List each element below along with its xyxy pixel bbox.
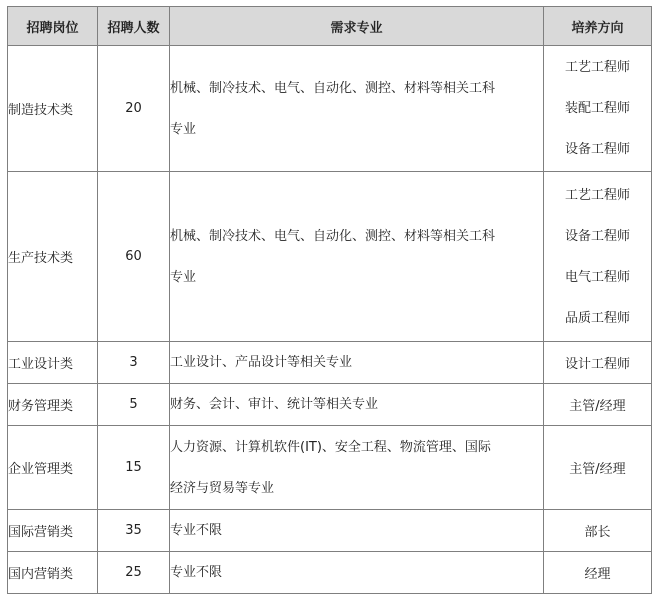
position-cell: 国内营销类 [8, 552, 98, 594]
direction-line: 工艺工程师 [564, 60, 630, 75]
recruitment-table [7, 6, 652, 594]
major-cell [170, 510, 544, 552]
major-line: 专业不限 [170, 565, 223, 580]
position-cell: 财务管理类 [8, 384, 98, 426]
count-cell: 5 [98, 384, 170, 426]
major-line: 专业不限 [170, 523, 223, 538]
major-cell [170, 342, 544, 384]
count-cell: 60 [98, 172, 170, 342]
table-row [8, 342, 652, 384]
table-row [8, 510, 652, 552]
direction-cell [544, 46, 652, 172]
count-cell: 25 [98, 552, 170, 594]
header-count: 招聘人数 [98, 7, 170, 46]
header-position: 招聘岗位 [8, 7, 98, 46]
position-cell: 工业设计类 [8, 342, 98, 384]
direction-cell [544, 426, 652, 510]
direction-line: 电气工程师 [564, 269, 630, 285]
table-row [8, 426, 652, 510]
major-line: 财务、会计、审计、统计等相关专业 [170, 397, 379, 412]
table-row [8, 46, 652, 172]
direction-line: 设计工程师 [564, 357, 630, 372]
direction-line: 主管/经理 [569, 462, 626, 477]
major-cell [170, 426, 544, 510]
header-row [8, 7, 652, 46]
direction-cell [544, 342, 652, 384]
direction-line: 设备工程师 [564, 228, 630, 244]
position-cell: 国际营销类 [8, 510, 98, 552]
direction-cell [544, 384, 652, 426]
count-cell: 3 [98, 342, 170, 384]
major-cell [170, 46, 544, 172]
direction-line: 设备工程师 [564, 142, 630, 157]
direction-line: 主管/经理 [569, 399, 626, 414]
count-cell: 15 [98, 426, 170, 510]
direction-line: 部长 [584, 525, 611, 540]
major-line: 专业 [170, 269, 197, 285]
direction-line: 装配工程师 [564, 101, 630, 116]
table-row [8, 172, 652, 342]
count-cell: 20 [98, 46, 170, 172]
major-line: 专业 [170, 121, 197, 137]
major-cell [170, 552, 544, 594]
position-cell: 生产技术类 [8, 172, 98, 342]
direction-cell [544, 510, 652, 552]
major-line: 工业设计、产品设计等相关专业 [170, 355, 353, 370]
count-cell: 35 [98, 510, 170, 552]
major-line: 人力资源、计算机软件(IT)、安全工程、物流管理、国际 [170, 439, 491, 455]
major-line: 机械、制冷技术、电气、自动化、测控、材料等相关工科 [170, 80, 496, 96]
direction-cell [544, 552, 652, 594]
position-cell: 企业管理类 [8, 426, 98, 510]
major-cell [170, 384, 544, 426]
direction-line: 品质工程师 [564, 310, 630, 326]
table-row [8, 384, 652, 426]
direction-line: 经理 [584, 567, 611, 582]
direction-line: 工艺工程师 [564, 187, 630, 203]
position-cell: 制造技术类 [8, 46, 98, 172]
table-header [8, 7, 652, 46]
table-body [8, 46, 652, 594]
header-major: 需求专业 [170, 7, 544, 46]
table-row [8, 552, 652, 594]
header-direction: 培养方向 [544, 7, 652, 46]
major-cell [170, 172, 544, 342]
major-line: 经济与贸易等专业 [170, 480, 275, 496]
direction-cell [544, 172, 652, 342]
major-line: 机械、制冷技术、电气、自动化、测控、材料等相关工科 [170, 228, 496, 244]
